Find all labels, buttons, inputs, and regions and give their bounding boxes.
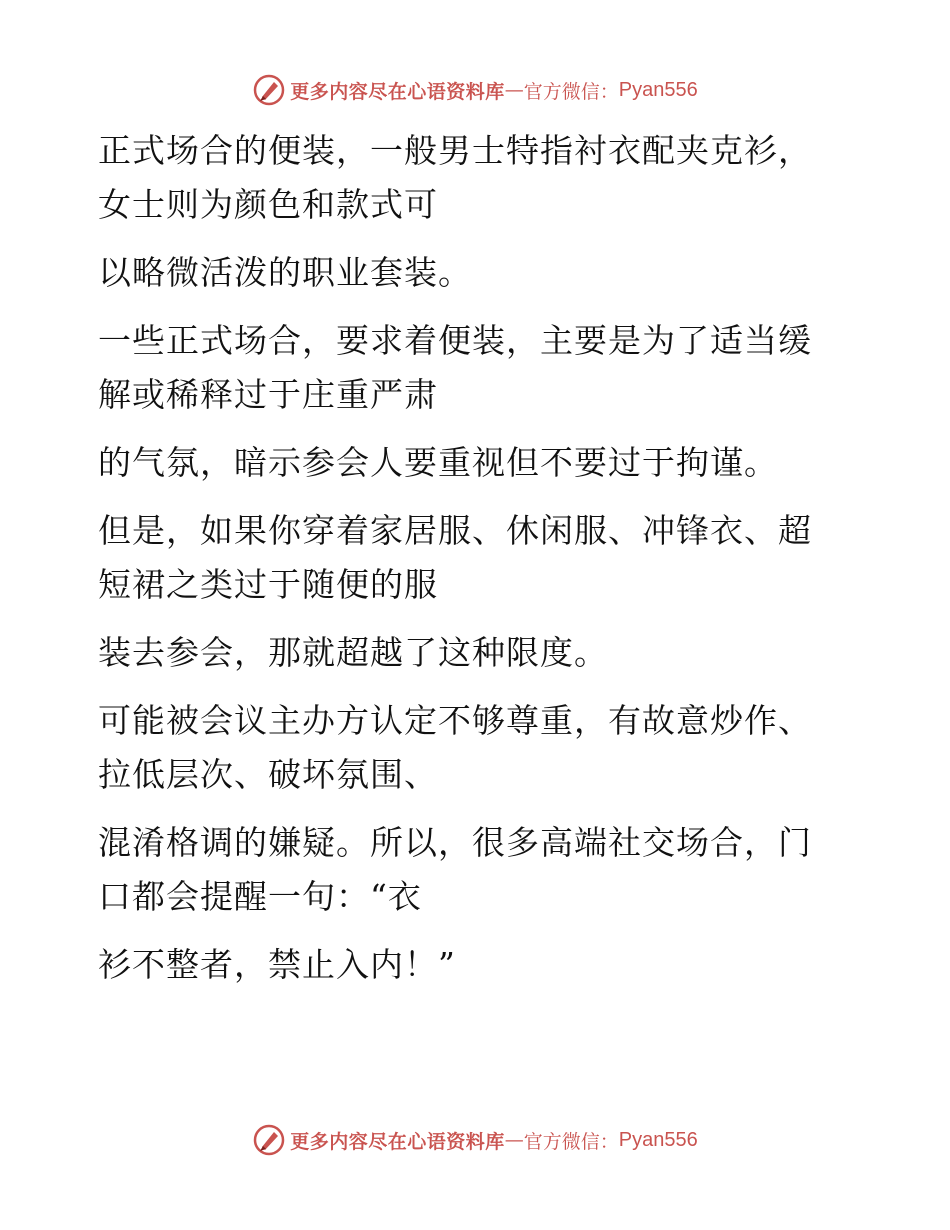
footer-watermark xyxy=(0,1120,950,1160)
footer-wechat-label: 官方微信： xyxy=(523,1130,619,1153)
article-body xyxy=(98,124,858,992)
footer-separator: — xyxy=(504,1129,524,1151)
header-wechat-label: 官方微信： xyxy=(523,80,619,103)
text-line-7: 但是，如果你穿着家居服、休闲服、冲锋衣、超 xyxy=(98,511,812,550)
header-separator: — xyxy=(504,79,524,101)
text-line-6: 的气氛，暗示参会人要重视但不要过于拘谨。 xyxy=(98,443,778,482)
text-line-3: 以略微活泼的职业套装。 xyxy=(98,253,472,292)
text-line-1: 正式场合的便装，一般男士特指衬衣配夹克衫， xyxy=(98,131,812,170)
footer-site-text: 更多内容尽在心语资料库 xyxy=(290,1130,505,1153)
text-line-2: 女士则为颜色和款式可 xyxy=(98,185,438,224)
text-line-10: 可能被会议主办方认定不够尊重，有故意炒作、 xyxy=(98,701,812,740)
header-site-text: 更多内容尽在心语资料库 xyxy=(290,80,505,103)
pen-nib-logo-icon xyxy=(252,1123,286,1157)
text-line-11: 拉低层次、破坏氛围、 xyxy=(98,755,438,794)
text-line-13: 口都会提醒一句：“衣 xyxy=(98,877,422,916)
header-watermark xyxy=(0,70,950,110)
text-line-9: 装去参会，那就超越了这种限度。 xyxy=(98,633,608,672)
header-wechat-id: Pyan556 xyxy=(618,78,698,101)
text-line-8: 短裙之类过于随便的服 xyxy=(98,565,438,604)
footer-wechat-id: Pyan556 xyxy=(618,1128,698,1151)
text-line-5: 解或稀释过于庄重严肃 xyxy=(98,375,438,414)
text-line-14: 衫不整者，禁止入内！” xyxy=(98,945,456,984)
text-line-4: 一些正式场合，要求着便装，主要是为了适当缓 xyxy=(98,321,812,360)
pen-nib-logo-icon xyxy=(252,73,286,107)
text-line-12: 混淆格调的嫌疑。所以，很多高端社交场合，门 xyxy=(98,823,812,862)
